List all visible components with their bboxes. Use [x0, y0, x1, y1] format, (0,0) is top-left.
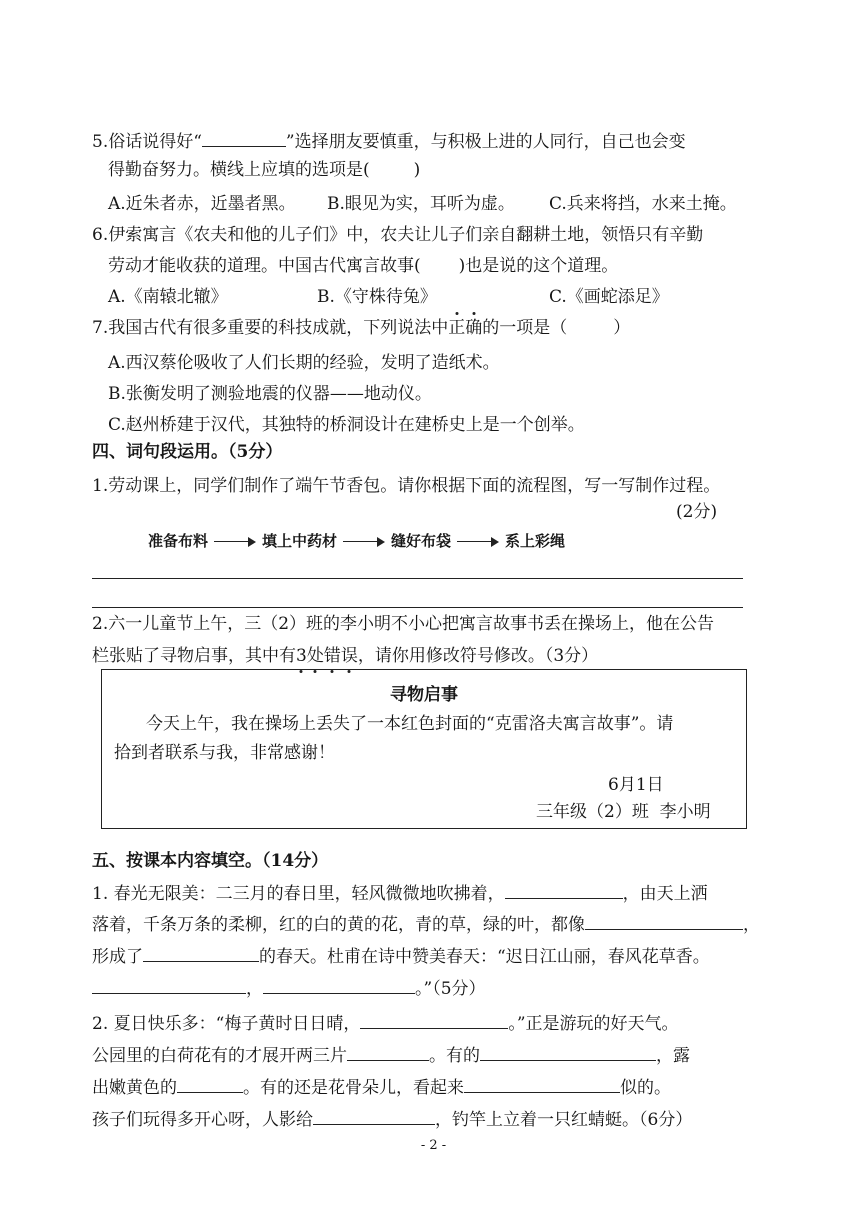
sec5-q1-text-b: ，由天上洒	[622, 884, 708, 904]
sec5-q2-text-a: 2. 夏日快乐多：“梅子黄时日日晴，	[92, 1014, 361, 1034]
q5-line2	[108, 159, 420, 181]
q5-option-b	[327, 193, 515, 215]
sec4-q2-line2	[92, 645, 598, 667]
flow-step: 填上中药材	[262, 532, 338, 550]
q7-option-b-text: B.张衡发明了测验地震的仪器——地动仪。	[108, 384, 432, 404]
q6-line1	[92, 224, 703, 246]
sec5-q1-line1	[92, 882, 708, 905]
arrow-right-icon	[343, 537, 385, 547]
sec5-q1-text-e: 形成了	[92, 947, 143, 967]
q6-option-a	[108, 286, 228, 308]
q5-option-c-text: C.兵来将挡，水来土掩。	[549, 194, 737, 214]
sec5-q2-text-b: 。”正是游玩的好天气。	[508, 1014, 679, 1034]
emphasis-char: 误	[340, 646, 358, 666]
sec5-q1-text-h: 。”（5分）	[415, 979, 486, 999]
sec5-q2-line1	[92, 1012, 679, 1035]
emphasis-char: 3	[296, 646, 307, 666]
q6-option-b-text: B.《守株待兔》	[317, 287, 437, 307]
q5-prompt: 得勤奋努力。横线上应填的选项是(	[108, 160, 370, 180]
answer-line[interactable]	[92, 607, 743, 608]
notice-box	[101, 669, 747, 829]
q5-option-a-text: A.近朱者赤，近墨者黑。	[108, 194, 296, 214]
sec5-q2-text-h: 似的。	[620, 1078, 671, 1098]
fill-blank[interactable]	[177, 1076, 243, 1093]
section4-heading: 四、词句段运用。（5分）	[92, 442, 283, 462]
sec4-q2-line1	[92, 613, 714, 635]
fill-blank[interactable]	[92, 977, 246, 994]
sec5-q2-line4	[92, 1108, 692, 1131]
q5-blank[interactable]	[202, 130, 286, 147]
fill-blank[interactable]	[505, 882, 623, 899]
arrow-right-icon	[214, 537, 256, 547]
notice-title: 寻物启事	[390, 685, 458, 705]
notice-date: 6月1日	[608, 775, 664, 795]
q6-line2	[108, 255, 618, 277]
q5-option-a	[108, 193, 296, 215]
q7-emphasis-char: 正	[448, 318, 466, 338]
fill-blank[interactable]	[360, 1012, 508, 1029]
emphasis-char: 处	[306, 646, 324, 666]
q7-line1-text-b: 的一项是（	[482, 318, 568, 338]
sec5-q2-text-f: 出嫩黄色的	[92, 1078, 177, 1098]
sec4-q1-line1	[92, 475, 720, 497]
q7-option-c-text: C.赵州桥建于汉代，其独特的桥洞设计在建桥史上是一个创举。	[108, 415, 585, 435]
q6-line2-text-a: 劳动才能收获的道理。中国古代寓言故事(	[108, 256, 421, 276]
q7-line1-text-a: 7.我国古代有很多重要的科技成就，下列说法中	[92, 318, 449, 338]
q5-paren-close: )	[413, 160, 421, 180]
sec5-q1-line3	[92, 945, 710, 968]
q6-line2-text-b: )也是说的这个道理。	[458, 256, 619, 276]
q5-text-a: 5.俗话说得好“	[92, 132, 202, 152]
q7-option-c	[108, 414, 585, 436]
q6-line1-text: 6.伊索寓言《农夫和他的儿子们》中，农夫让儿子们亲自翻耕土地，领悟只有辛勤	[92, 225, 704, 245]
sec5-q2-text-e: ，露	[656, 1046, 690, 1066]
section5-heading: 五、按课本内容填空。（14分）	[92, 851, 329, 871]
fill-blank[interactable]	[313, 1108, 435, 1125]
fill-blank[interactable]	[585, 913, 743, 930]
arrow-right-icon	[457, 537, 499, 547]
q7-line1	[92, 317, 630, 339]
flow-step: 准备布料	[148, 532, 209, 550]
sec5-q2-text-j: ，钓竿上立着一只红蜻蜓。（6分）	[435, 1110, 693, 1130]
fill-blank[interactable]	[480, 1044, 656, 1061]
q7-option-b	[108, 383, 432, 405]
sec5-q2-text-i: 孩子们玩得多开心呀，人影给	[92, 1110, 313, 1130]
q6-option-c-text: C.《画蛇添足》	[549, 287, 669, 307]
fill-blank[interactable]	[347, 1044, 429, 1061]
flow-step: 系上彩绳	[505, 532, 566, 550]
emphasis-char: 错	[323, 646, 341, 666]
notice-body-line2[interactable]: 拾到者联系与我，非常感谢！	[114, 743, 335, 763]
q7-paren-close: ）	[613, 318, 631, 338]
page-number: - 2 -	[420, 1138, 447, 1153]
sec5-q2-text-d: 。有的	[429, 1046, 480, 1066]
q6-option-c	[549, 286, 669, 308]
sec5-q2-line2	[92, 1044, 690, 1067]
q7-emphasis-char: 确	[465, 318, 483, 338]
fill-blank[interactable]	[464, 1076, 620, 1093]
q5-text-b: ”选择朋友要慎重，与积极上进的人同行，自己也会变	[285, 132, 686, 152]
sec4-q2-text-b: ，请你用修改符号修改。（3分）	[357, 646, 599, 666]
flow-step: 缝好布袋	[391, 532, 452, 550]
fill-blank[interactable]	[143, 945, 259, 962]
answer-line[interactable]	[92, 578, 743, 579]
q6-option-a-text: A.《南辕北辙》	[108, 287, 228, 307]
fill-blank[interactable]	[263, 977, 415, 994]
sec4-q1-score: (2分)	[676, 502, 718, 522]
sec5-q2-text-c: 公园里的白荷花有的才展开两三片	[92, 1046, 347, 1066]
notice-body-line1[interactable]: 今天上午，我在操场上丢失了一本红色封面的“克雷洛夫寓言故事”。请	[146, 714, 674, 734]
sec5-q1-line4	[92, 977, 486, 1000]
q5-option-b-text: B.眼见为实，耳听为虚。	[327, 194, 515, 214]
sec5-q1-text-d: ，	[743, 915, 760, 935]
sec5-q1-text-c: 落着，千条万条的柔柳，红的白的黄的花，青的草，绿的叶，都像	[92, 915, 585, 935]
q7-option-a	[108, 352, 500, 374]
notice-signature: 三年级（2）班 李小明	[536, 802, 711, 822]
sec5-q1-line2	[92, 913, 760, 936]
q5-option-c	[549, 193, 737, 215]
sec5-q1-text-g: ，	[246, 979, 263, 999]
q5-line1	[92, 130, 686, 153]
q7-option-a-text: A.西汉蔡伦吸收了人们长期的经验，发明了造纸术。	[108, 353, 500, 373]
flow-chart	[148, 531, 565, 551]
sec5-q2-text-g: 。有的还是花骨朵儿，看起来	[243, 1078, 464, 1098]
sec4-q2-text-a: 栏张贴了寻物启事，其中有	[92, 646, 296, 666]
q6-option-b	[317, 286, 437, 308]
sec4-q2-text: 2.六一儿童节上午，三（2）班的李小明不小心把寓言故事书丢在操场上，他在公告	[92, 614, 715, 634]
sec5-q1-text-f: 的春天。杜甫在诗中赞美春天：“迟日江山丽，春风花草香。	[259, 947, 710, 967]
sec4-q1-text: 1.劳动课上，同学们制作了端午节香包。请你根据下面的流程图，写一写制作过程。	[92, 476, 721, 496]
sec5-q1-text-a: 1. 春光无限美：二三月的春日里，轻风微微地吹拂着，	[92, 884, 505, 904]
sec5-q2-line3	[92, 1076, 671, 1099]
